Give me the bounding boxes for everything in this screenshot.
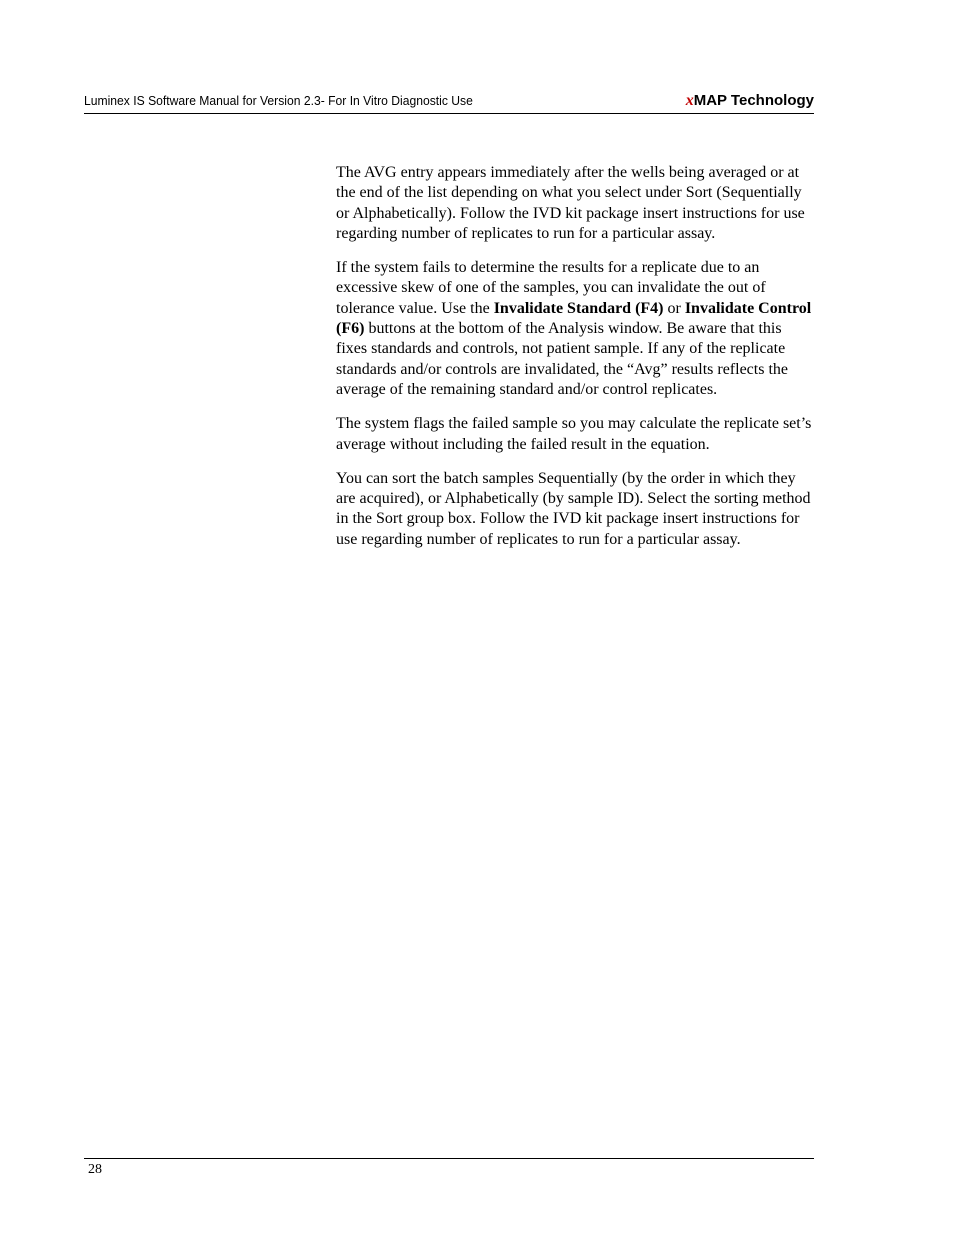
paragraph-invalidate [336, 258, 814, 400]
header-title: Luminex IS Software Manual for Version 2.3- For In Vitro Diagnostic Use [84, 93, 473, 108]
paragraph-avg-entry: The AVG entry appears immediately after the wells being averaged or at the end of the list depending on what you select under Sort (Sequentially or Alphabetically). Follow the IVD kit package insert instructions for use regarding number of replicates to run for a particular assay. [336, 164, 805, 242]
page-number: 28 [88, 1162, 102, 1177]
invalidate-standard-label: Invalidate Standard (F4) [493, 299, 664, 317]
paragraph-invalidate-text-3: buttons at the bottom of the Analysis window. Be aware that this fixes standards and controls, not patient sample. If any of the replicate standards and/or controls are invalidated, the “Avg” results reflects the average of the remaining standard and/or control replicates. [336, 320, 788, 398]
paragraph-sort: You can sort the batch samples Sequentially (by the order in which they are acquired), or Alphabetically (by sample ID). Select the sorting method in the Sort group box. Follow the IVD kit package insert instructions for use regarding number of replicates to run for a particular assay. [336, 469, 811, 548]
invalidate-control-label: Invalidate Control (F6) [336, 299, 812, 338]
brand-logo [686, 92, 814, 110]
paragraph-flags: The system flags the failed sample so you may calculate the replicate set’s average without including the failed result in the equation. [336, 415, 812, 453]
brand-text: MAP Technology [693, 92, 814, 109]
footer-divider [84, 1158, 814, 1159]
brand-x-letter: x [685, 92, 694, 109]
body-text [336, 163, 814, 564]
paragraph-invalidate-text-2: or [663, 299, 685, 317]
paragraph-invalidate-text-1: If the system fails to determine the results for a replicate due to an excessive skew of one of the samples, you can invalidate the out of tolerance value. Use the [336, 259, 766, 317]
page-header [84, 91, 814, 114]
